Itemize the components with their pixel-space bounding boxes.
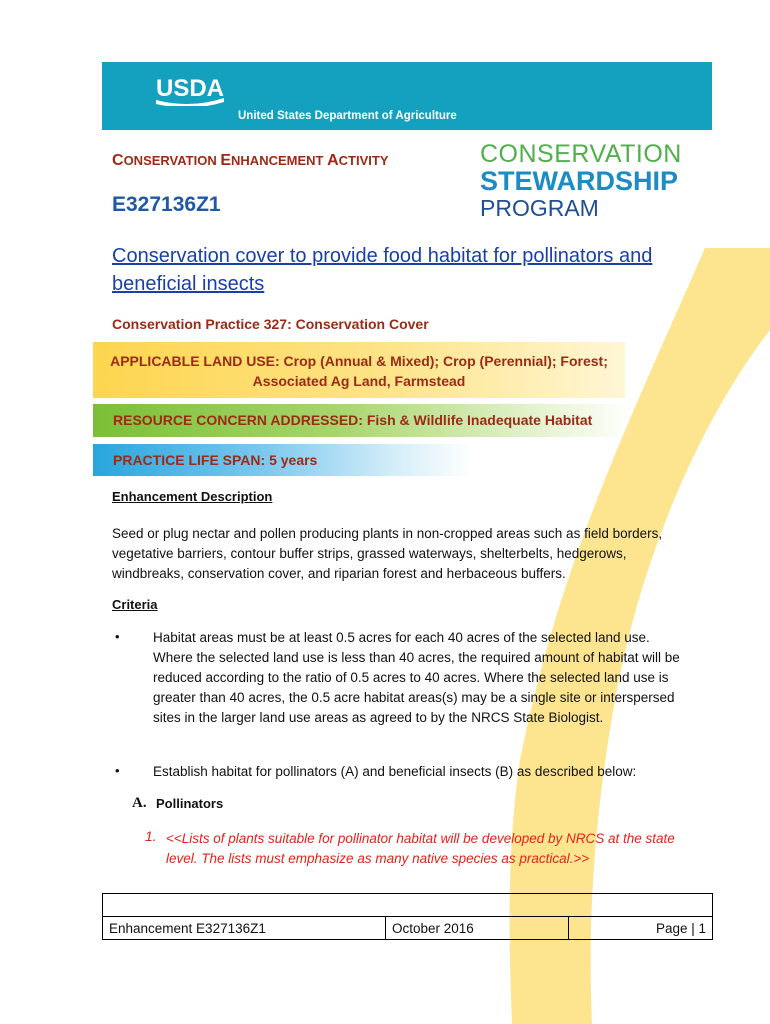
applicable-land-use-band — [93, 342, 625, 398]
footer-page: Page | 1 — [569, 917, 713, 940]
criteria-heading: Criteria — [112, 597, 158, 612]
note-number: 1. — [145, 828, 157, 844]
note-text: <<Lists of plants suitable for pollinator habitat will be developed by NRCS at the state level. The lists must emphasize as many native species as practical.>> — [166, 831, 675, 866]
enhancement-description-text: Seed or plug nectar and pollen producing plants in non-cropped areas such as field borders, vegetative barriers, contour buffer strips, grassed waterways, shelterbelts, hedgerows, windbreaks, conservation cover, and riparian forest and herbaceous buffers. — [112, 526, 663, 581]
activity-label-rest: CTIVITY — [338, 153, 389, 168]
usda-logo-text: USDA — [156, 76, 225, 102]
bullet-icon: • — [115, 629, 120, 644]
program-logo-line-1: CONSERVATION — [480, 140, 682, 168]
resource-concern-band: RESOURCE CONCERN ADDRESSED: Fish & Wildlife Inadequate Habitat — [93, 404, 633, 437]
activity-label-rest: ONSERVATION — [123, 153, 221, 168]
activity-label — [112, 152, 389, 170]
activity-label-initial: C — [112, 152, 124, 169]
usda-logo-icon — [156, 76, 226, 106]
practice-name: Conservation Practice 327: Conservation Cover — [112, 316, 429, 332]
footer-table — [102, 893, 713, 940]
applicable-land-use-line-2: Associated Ag Land, Farmstead — [252, 373, 466, 389]
activity-label-initial: A — [327, 152, 339, 169]
footer-blank-row — [103, 894, 713, 917]
agency-name: United States Department of Agriculture — [238, 110, 457, 122]
footer-row — [103, 917, 713, 940]
activity-code: E327136Z1 — [112, 193, 221, 216]
activity-label-rest: NHANCEMENT — [231, 153, 328, 168]
applicable-land-use-line-1: APPLICABLE LAND USE: Crop (Annual & Mixed); Crop (Perennial); Forest; — [110, 353, 608, 369]
program-logo-line-3: PROGRAM — [480, 195, 599, 221]
subsection-letter: A. — [132, 795, 147, 811]
life-span-band: PRACTICE LIFE SPAN: 5 years — [93, 444, 473, 476]
footer-enhancement: Enhancement E327136Z1 — [103, 917, 386, 940]
criteria-item: Habitat areas must be at least 0.5 acres for each 40 acres of the selected land use. Where the selected land use is less than 40 acres, the required amount of habitat will be reduced according to the ratio of 0.5 acres to 40 acres. Where the selected land use is greater than 40 acres, the 0.5 acre habitat areas(s) may be a single site or interspersed sites in the larger land use areas as agreed to by the NRCS State Biologist. — [153, 630, 680, 725]
document-title: Conservation cover to provide food habitat for pollinators and beneficial insects — [112, 245, 653, 295]
usda-banner — [102, 62, 712, 130]
footer-date: October 2016 — [386, 917, 569, 940]
activity-label-initial: E — [220, 152, 232, 169]
bullet-icon: • — [115, 763, 120, 778]
subsection-title: Pollinators — [156, 796, 224, 811]
criteria-item: Establish habitat for pollinators (A) and beneficial insects (B) as described below: — [153, 764, 637, 779]
footer-blank-cell — [103, 894, 713, 917]
program-logo — [480, 142, 682, 220]
enhancement-description-heading: Enhancement Description — [112, 489, 273, 504]
program-logo-line-2: STEWARDSHIP — [480, 166, 679, 196]
